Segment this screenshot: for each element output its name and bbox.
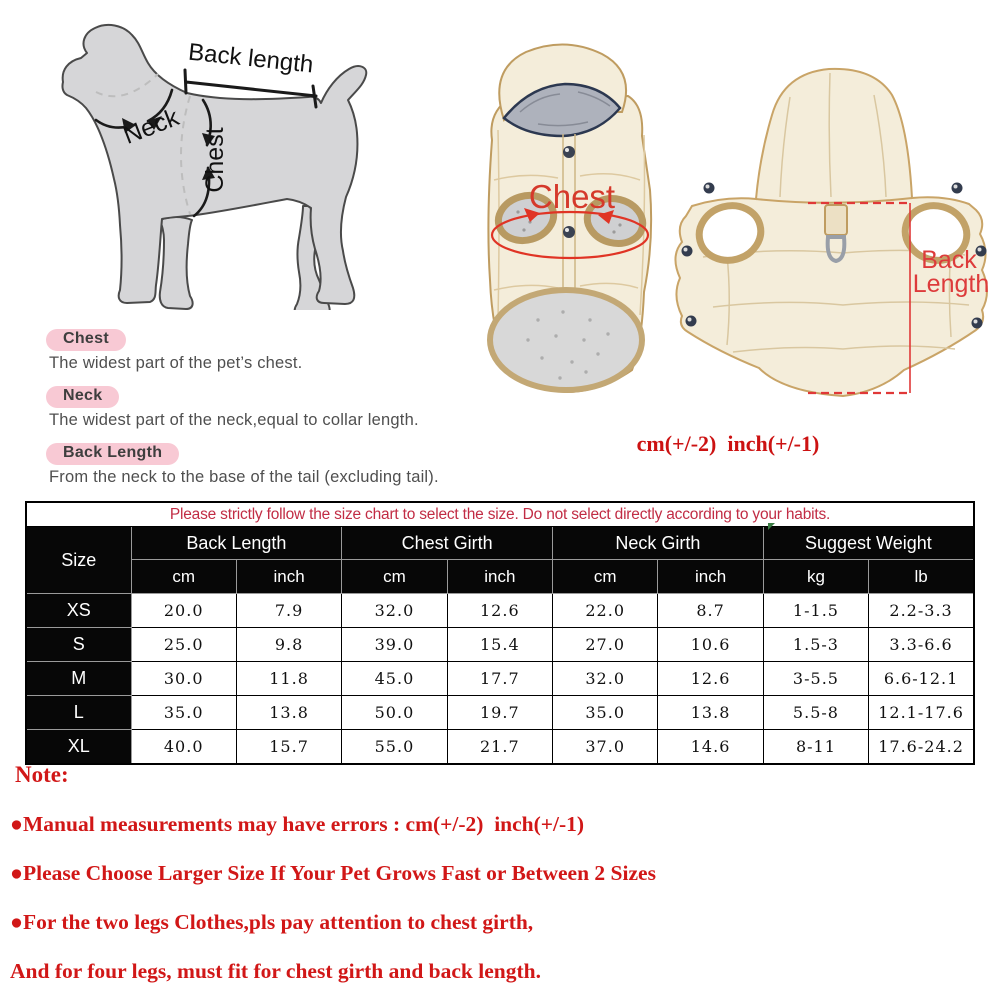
table-cell: 32.0 [342,594,447,628]
tolerance-note: cm(+/-2) inch(+/-1) [636,431,820,456]
size-row-xs [26,594,974,628]
table-cell: 17.6-24.2 [869,730,974,765]
unit-header: inch [447,560,552,594]
size-label: M [26,662,131,696]
notice-row [26,502,974,527]
unit-header: cm [553,560,658,594]
table-cell: 35.0 [553,696,658,730]
unit-header: cm [131,560,236,594]
note-item-measurement-error: ●Manual measurements may have errors : cm(+/-2) inch(+/-1) [10,812,585,836]
table-cell: 12.1-17.6 [869,696,974,730]
table-cell: 8-11 [763,730,868,765]
table-cell: 45.0 [342,662,447,696]
table-cell: 37.0 [553,730,658,765]
definition-neck [46,386,516,430]
back-length-group-header: Back Length [131,527,342,560]
table-cell: 15.4 [447,628,552,662]
table-cell: 12.6 [447,594,552,628]
neck-term-pill: Neck [46,386,119,408]
table-cell: 17.7 [447,662,552,696]
note-item-four-legs: And for four legs, must fit for chest girth and back length. [10,959,541,983]
table-cell: 8.7 [658,594,763,628]
size-label: XL [26,730,131,765]
table-cell: 11.8 [236,662,341,696]
note-title: Note: [15,762,69,787]
neck-girth-group-header: Neck Girth [553,527,764,560]
unit-header: lb [869,560,974,594]
table-cell: 25.0 [131,628,236,662]
table-cell: 13.8 [236,696,341,730]
table-cell: 21.7 [447,730,552,765]
table-cell: 30.0 [131,662,236,696]
unit-header: inch [658,560,763,594]
table-cell: 6.6-12.1 [869,662,974,696]
excel-artifact-green-triangle [768,523,775,530]
table-cell: 1-1.5 [763,594,868,628]
measurement-definitions [46,329,516,500]
back-length-term-pill: Back Length [46,443,179,465]
chest-label: Chest [201,127,229,193]
size-column-header: Size [26,527,131,594]
table-cell: 14.6 [658,730,763,765]
back-length-label-line1: Back [921,246,977,274]
header-group-row [26,527,974,560]
unit-header: kg [763,560,868,594]
table-cell: 9.8 [236,628,341,662]
back-length-definition-text: From the neck to the base of the tail (excluding tail). [49,468,439,486]
back-length-label-line2: Length [912,270,990,298]
table-cell: 3.3-6.6 [869,628,974,662]
table-cell: 15.7 [236,730,341,765]
dog-measurement-diagram [10,8,402,310]
chest-girth-group-header: Chest Girth [342,527,553,560]
table-cell: 40.0 [131,730,236,765]
table-cell: 55.0 [342,730,447,765]
table-cell: 2.2-3.3 [869,594,974,628]
table-cell: 39.0 [342,628,447,662]
dog-far-front-leg [160,217,193,309]
size-label: XS [26,594,131,628]
table-cell: 22.0 [553,594,658,628]
table-cell: 35.0 [131,696,236,730]
table-cell: 27.0 [553,628,658,662]
size-row-s [26,628,974,662]
size-label: S [26,628,131,662]
size-row-m [26,662,974,696]
size-row-xl [26,730,974,765]
note-item-choose-larger: ●Please Choose Larger Size If Your Pet Grows Fast or Between 2 Sizes [10,861,656,885]
table-cell: 19.7 [447,696,552,730]
size-chart-notice: Please strictly follow the size chart to select the size. Do not select directly according to your habits. [26,502,974,527]
notes-section [10,762,988,984]
jacket-chest-label: Chest [528,178,616,215]
chest-definition-text: The widest part of the pet’s chest. [49,354,303,372]
chest-term-pill: Chest [46,329,126,351]
table-cell: 3-5.5 [763,662,868,696]
table-cell: 50.0 [342,696,447,730]
note-item-two-legs: ●For the two legs Clothes,pls pay attention to chest girth, [10,910,534,934]
jacket-back-view [663,55,1000,411]
table-cell: 1.5-3 [763,628,868,662]
unit-header: cm [342,560,447,594]
definition-back-length [46,443,516,487]
size-chart-table [25,501,975,765]
neck-label: Neck [119,103,183,150]
table-cell: 32.0 [553,662,658,696]
size-row-l [26,696,974,730]
table-cell: 12.6 [658,662,763,696]
suggest-weight-group-header: Suggest Weight [763,527,974,560]
size-label: L [26,696,131,730]
table-cell: 5.5-8 [763,696,868,730]
definition-chest [46,329,516,373]
back-length-label: Back length [187,38,315,79]
table-cell: 10.6 [658,628,763,662]
table-cell: 7.9 [236,594,341,628]
unit-header: inch [236,560,341,594]
neck-definition-text: The widest part of the neck,equal to collar length. [49,411,419,429]
table-cell: 20.0 [131,594,236,628]
table-cell: 13.8 [658,696,763,730]
header-unit-row [26,560,974,594]
